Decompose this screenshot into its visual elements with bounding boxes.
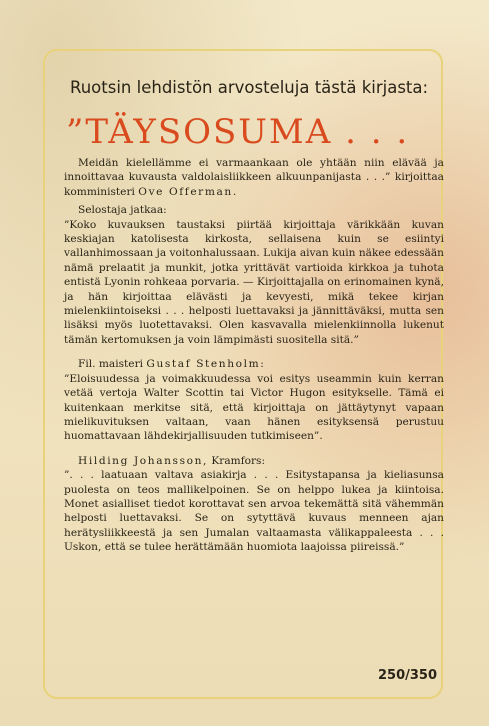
reviewer-3-place: Kramfors: [211,454,266,467]
review-heading: Ruotsin lehdistön arvosteluja tästä kirjasta: [70,78,429,97]
reviewer-3-line [64,454,444,468]
review-paragraph-2: ”Koko kuvauksen taustaksi piirtää kirjoittaja värikkään kuvan keskiajan katolisesta kirkosta, sellaisena kuin se esiintyi vallanhimossaan ja voitonhalussaan. Lukija aivan kuin näkee edessään nämä prelaatit ja munkit, jotka yrittävät vartioida kirkkoa ja tuhota entistä Lyonin rohkeaa porvaria. — Kirjoittajalla on erinomainen kynä, ja hän kirjoittaa elävästi ja kevyesti, mikä tekee kirjan mielenkiintoiseksi . . . helposti luettavaksi ja jännittäväksi, mutta sen lisäksi myös luotettavaksi. Olen kasvavalla mielenkiinnolla lukenut tämän kertomuksen ja voin lämpimästi suositella sitä.” [64,218,444,346]
reviewer-3-name: Hilding Johansson, [78,454,208,467]
main-title: ”TÄYSOSUMA . . . [66,112,410,152]
reviews-body [64,156,444,555]
review-paragraph-1 [64,156,444,199]
review-paragraph-3: ”Eloisuudessa ja voimakkuudessa voi esitys useammin kuin kerran vetää vertoja Walter Scottin tai Victor Hugon esitykselle. Tämä ei kuitenkaan merkitse sitä, että kirjoittaja on jättäytynyt vapaan mielikuvituksen valtaan, vaan hänen esityksensä perustuu huomattavaan lähdekirjallisuuden tutkimiseen”. [64,372,444,443]
reviewer-2-title: Fil. maisteri [78,358,144,371]
review-paragraph-4: ”. . . laatuaan valtava asiakirja . . . Esitystapansa ja kieliasunsa puolesta on teos mallikelpoinen. Se on helppo lukea ja kiintoisa. Monet asialliset tiedot korottavat sen arvoa tekemättä sitä vähemmän helposti luettavaksi. Se on sytyttävä kuvaus menneen ajan herätysliikkeestä ja sen Jumalan valtaamasta välikappaleesta . . . Uskon, että se tulee herättämään huomiota laajoissa piireissä.” [64,469,444,554]
reviewer-2-name: Gustaf Stenholm: [146,358,266,371]
review-1-author: Ove Offerman. [138,185,238,198]
selostaja-label: Selostaja jatkaa: [78,204,167,217]
review-1-text: Meidän kielellämme ei varmaankaan ole yhtään niin elävää ja innoittavaa kuvausta valdolaisliikkeen alkuunpanijasta . . .” kirjoittaa komministeri [64,157,444,198]
reviewer-2-line [64,357,444,371]
page-number: 250/350 [378,668,438,683]
